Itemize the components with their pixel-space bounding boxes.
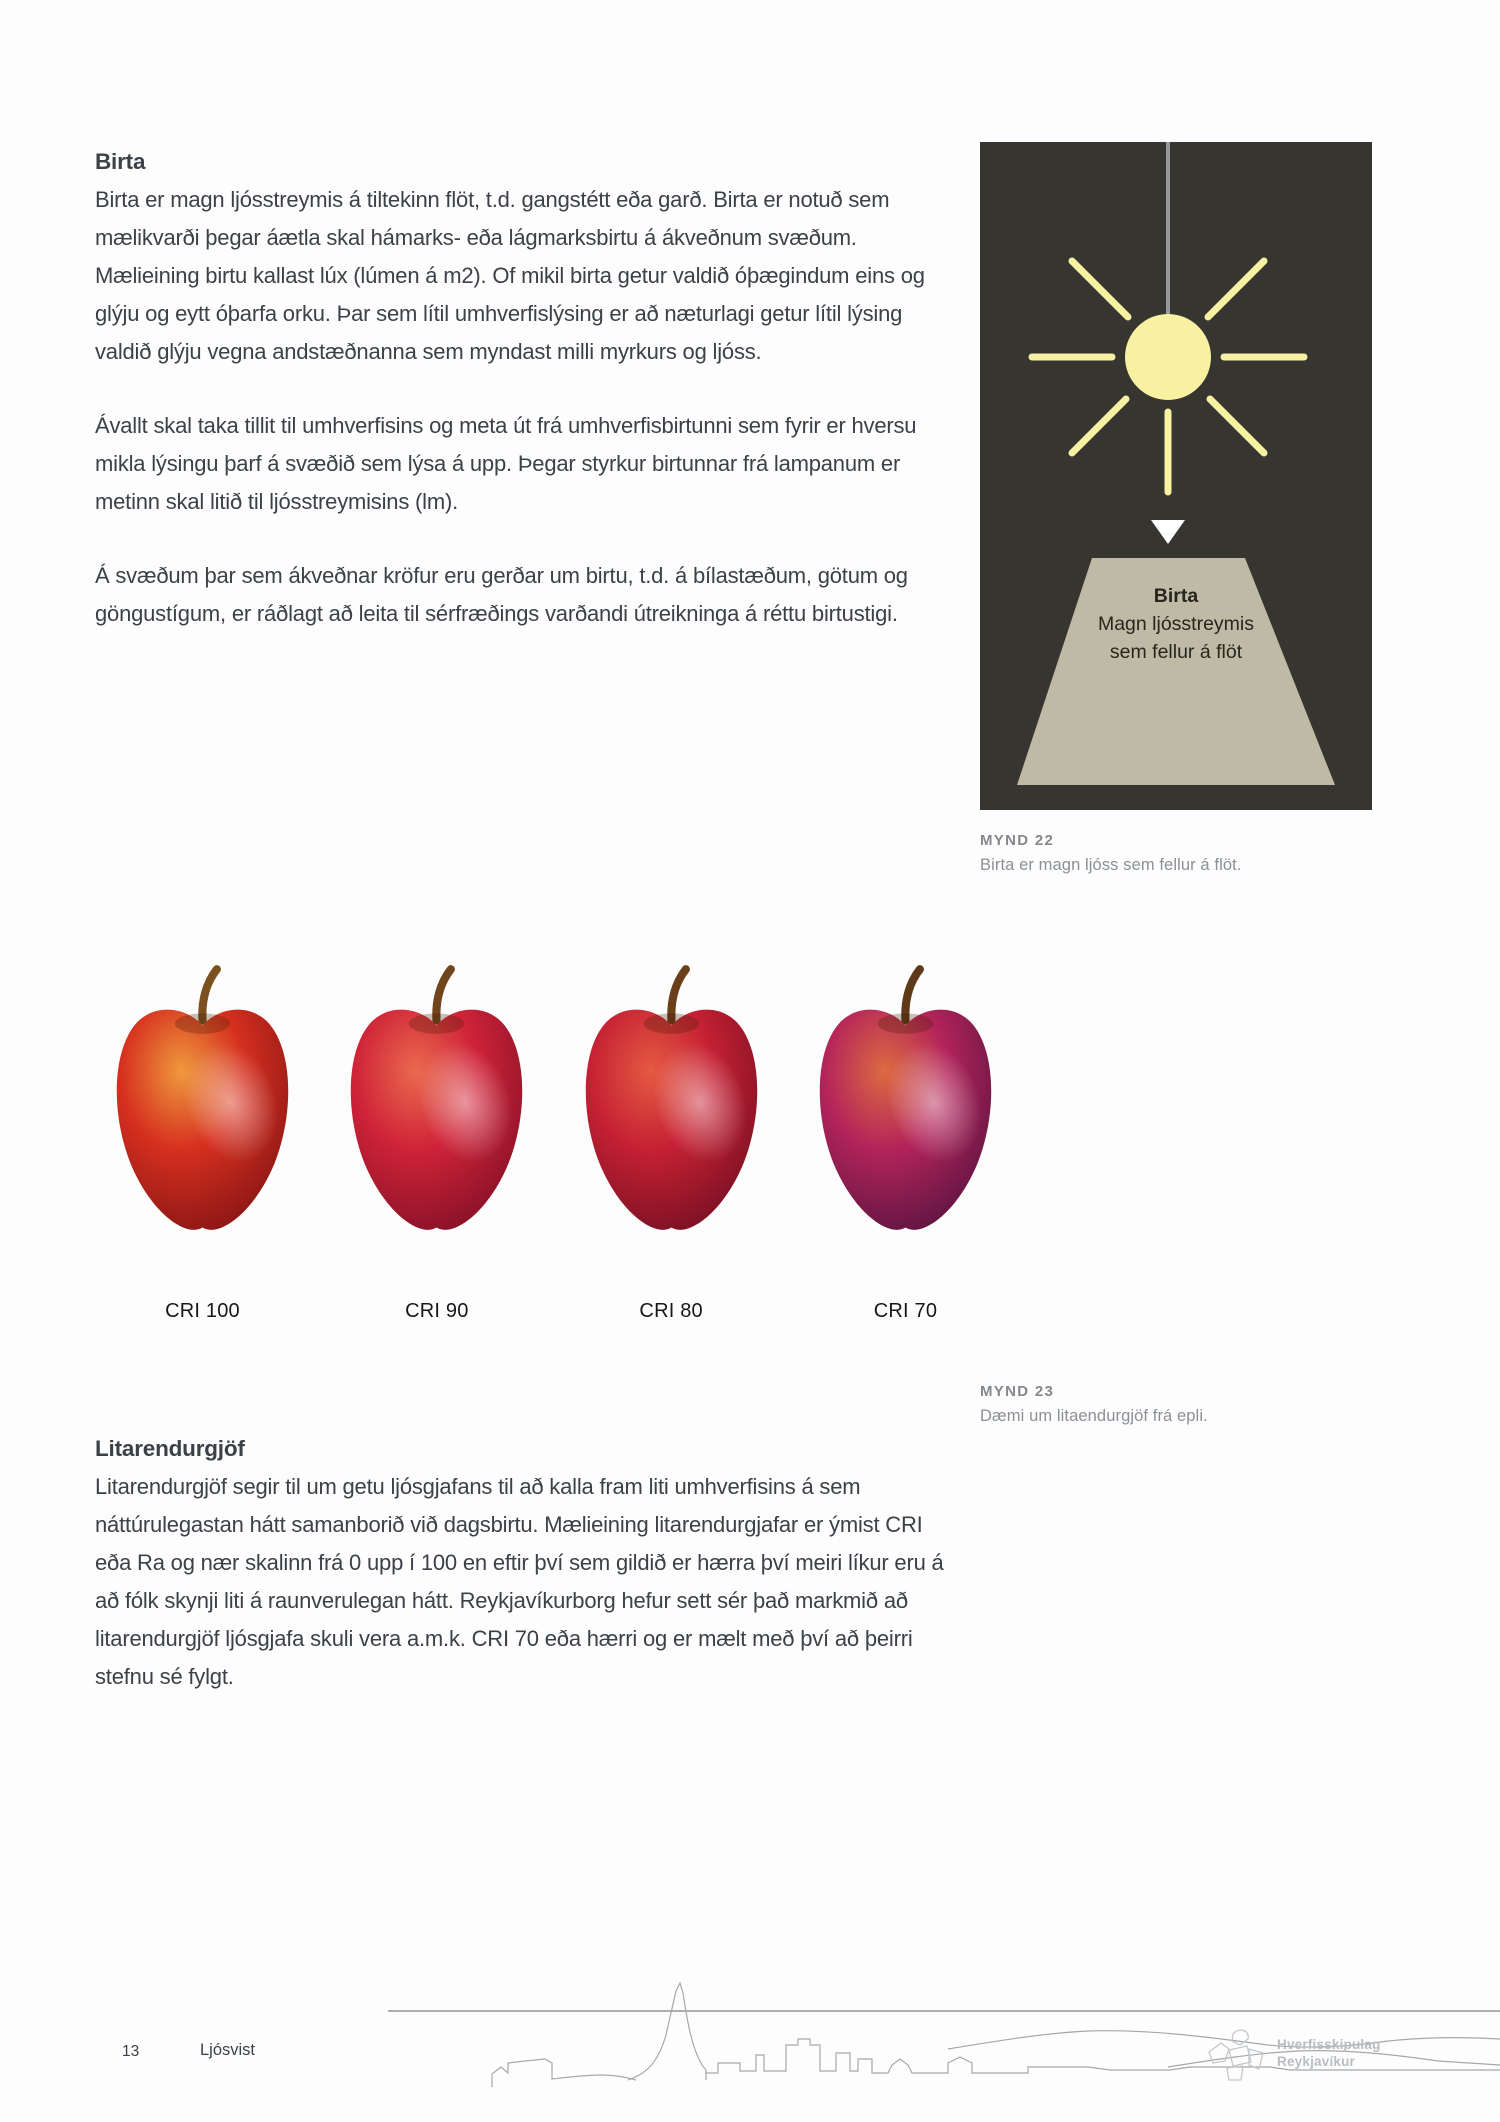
apple-dimple [409,1013,464,1033]
page-number: 13 [122,2043,140,2060]
figure-mynd22-panel [980,142,1372,810]
trapezoid-label-line2: sem fellur á flöt [1109,641,1243,663]
hverfisskipulag-logo-text [1277,2036,1381,2070]
mynd23-caption [980,1383,1310,1426]
apple-stem [905,969,920,1020]
birta-paragraph-1: Birta er magn ljósstreymis á tiltekinn flöt, t.d. gangstétt eða garð. Birta er notuð sem mælikvarði þegar áætla skal hámarks- eða lágmarksbirtu á ákveðnum svæðum. Mælieining birtu kallast lúx (lúmen á m2). Of mikil birta getur valdið óþægindum eins og glýju og eytt óþarfa orku. Þar sem lítil umhverfislýsing er að næturlagi getur lítil lýsing valdið glýju vegna andstæðnanna sem myndast milli myrkurs og ljóss. [95,187,925,364]
litarendurgjof-heading: Litarendurgjöf [95,1436,245,1461]
apple-image [803,945,1008,1260]
apple-figure [803,945,1008,1323]
trapezoid-label [980,582,1372,666]
mynd22-caption-label: MYND 22 [980,832,1055,849]
apple-figure [334,945,539,1323]
down-arrow-icon [1151,520,1185,544]
hverfisskipulag-logo [1203,2024,1381,2082]
apple-image [100,945,305,1260]
mynd23-caption-label: MYND 23 [980,1383,1055,1400]
apple-stem [671,969,686,1020]
birta-paragraph-3: Á svæðum þar sem ákveðnar kröfur eru gerðar um birtu, t.d. á bílastæðum, götum og göngustígum, er ráðlagt að leita til sérfræðings varðandi útreikninga á réttu birtustigi. [95,563,908,626]
mynd22-caption-text: Birta er magn ljóss sem fellur á flöt. [980,856,1242,874]
cri-label: CRI 100 [165,1300,240,1322]
light-on-surface-diagram [980,142,1372,810]
apple-dimple [175,1013,230,1033]
apple-figure [569,945,774,1323]
apple-stem [437,969,452,1020]
logo-text-line1: Hverfisskipulag [1277,2037,1381,2052]
apple-dimple [643,1013,698,1033]
birta-section [95,143,957,669]
mynd22-caption [980,832,1310,875]
trapezoid-label-line1: Magn ljósstreymis [1097,613,1255,635]
cri-label: CRI 80 [639,1300,703,1322]
litarendurgjof-section [95,1430,957,1732]
cri-label: CRI 90 [405,1300,469,1322]
apple-image [334,945,539,1260]
footer-section-label: Ljósvist [200,2041,256,2059]
hverfisskipulag-logo-icon [1203,2024,1265,2082]
mynd23-caption-text: Dæmi um litaendurgjöf frá epli. [980,1407,1208,1425]
litarendurgjof-paragraph: Litarendurgjöf segir til um getu ljósgjafans til að kalla fram liti umhverfisins á sem náttúrulegastan hátt samanborið við dagsbirtu. Mælieining litarendurgjafar er ýmist CRI eða Ra og nær skalinn frá 0 upp í 100 en eftir því sem gildið er hærra því meiri líkur eru á að fólk skynji liti á raunverulegan hátt. Reykjavíkurborg hefur sett sér það markmið að litarendurgjöf ljósgjafa skuli vera a.m.k. CRI 70 eða hærri og er mælt með því að þeirri stefnu sé fylgt. [95,1474,944,1689]
trapezoid-label-title: Birta [1153,585,1199,607]
birta-heading: Birta [95,149,146,174]
apple-stem [202,969,217,1020]
apple-image [569,945,774,1260]
birta-paragraph-2: Ávallt skal taka tillit til umhverfisins og meta út frá umhverfisbirtunni sem fyrir er hversu mikla lýsingu þarf á svæðið sem lýsa á upp. Þegar styrkur birtunnar frá lampanum er metinn skal litið til ljósstreymisins (lm). [95,413,917,514]
cri-label: CRI 70 [873,1300,938,1322]
cri-apples-row [100,945,1008,1323]
apple-dimple [878,1013,933,1033]
apple-figure [100,945,305,1323]
logo-text-line2: Reykjavíkur [1277,2054,1355,2069]
